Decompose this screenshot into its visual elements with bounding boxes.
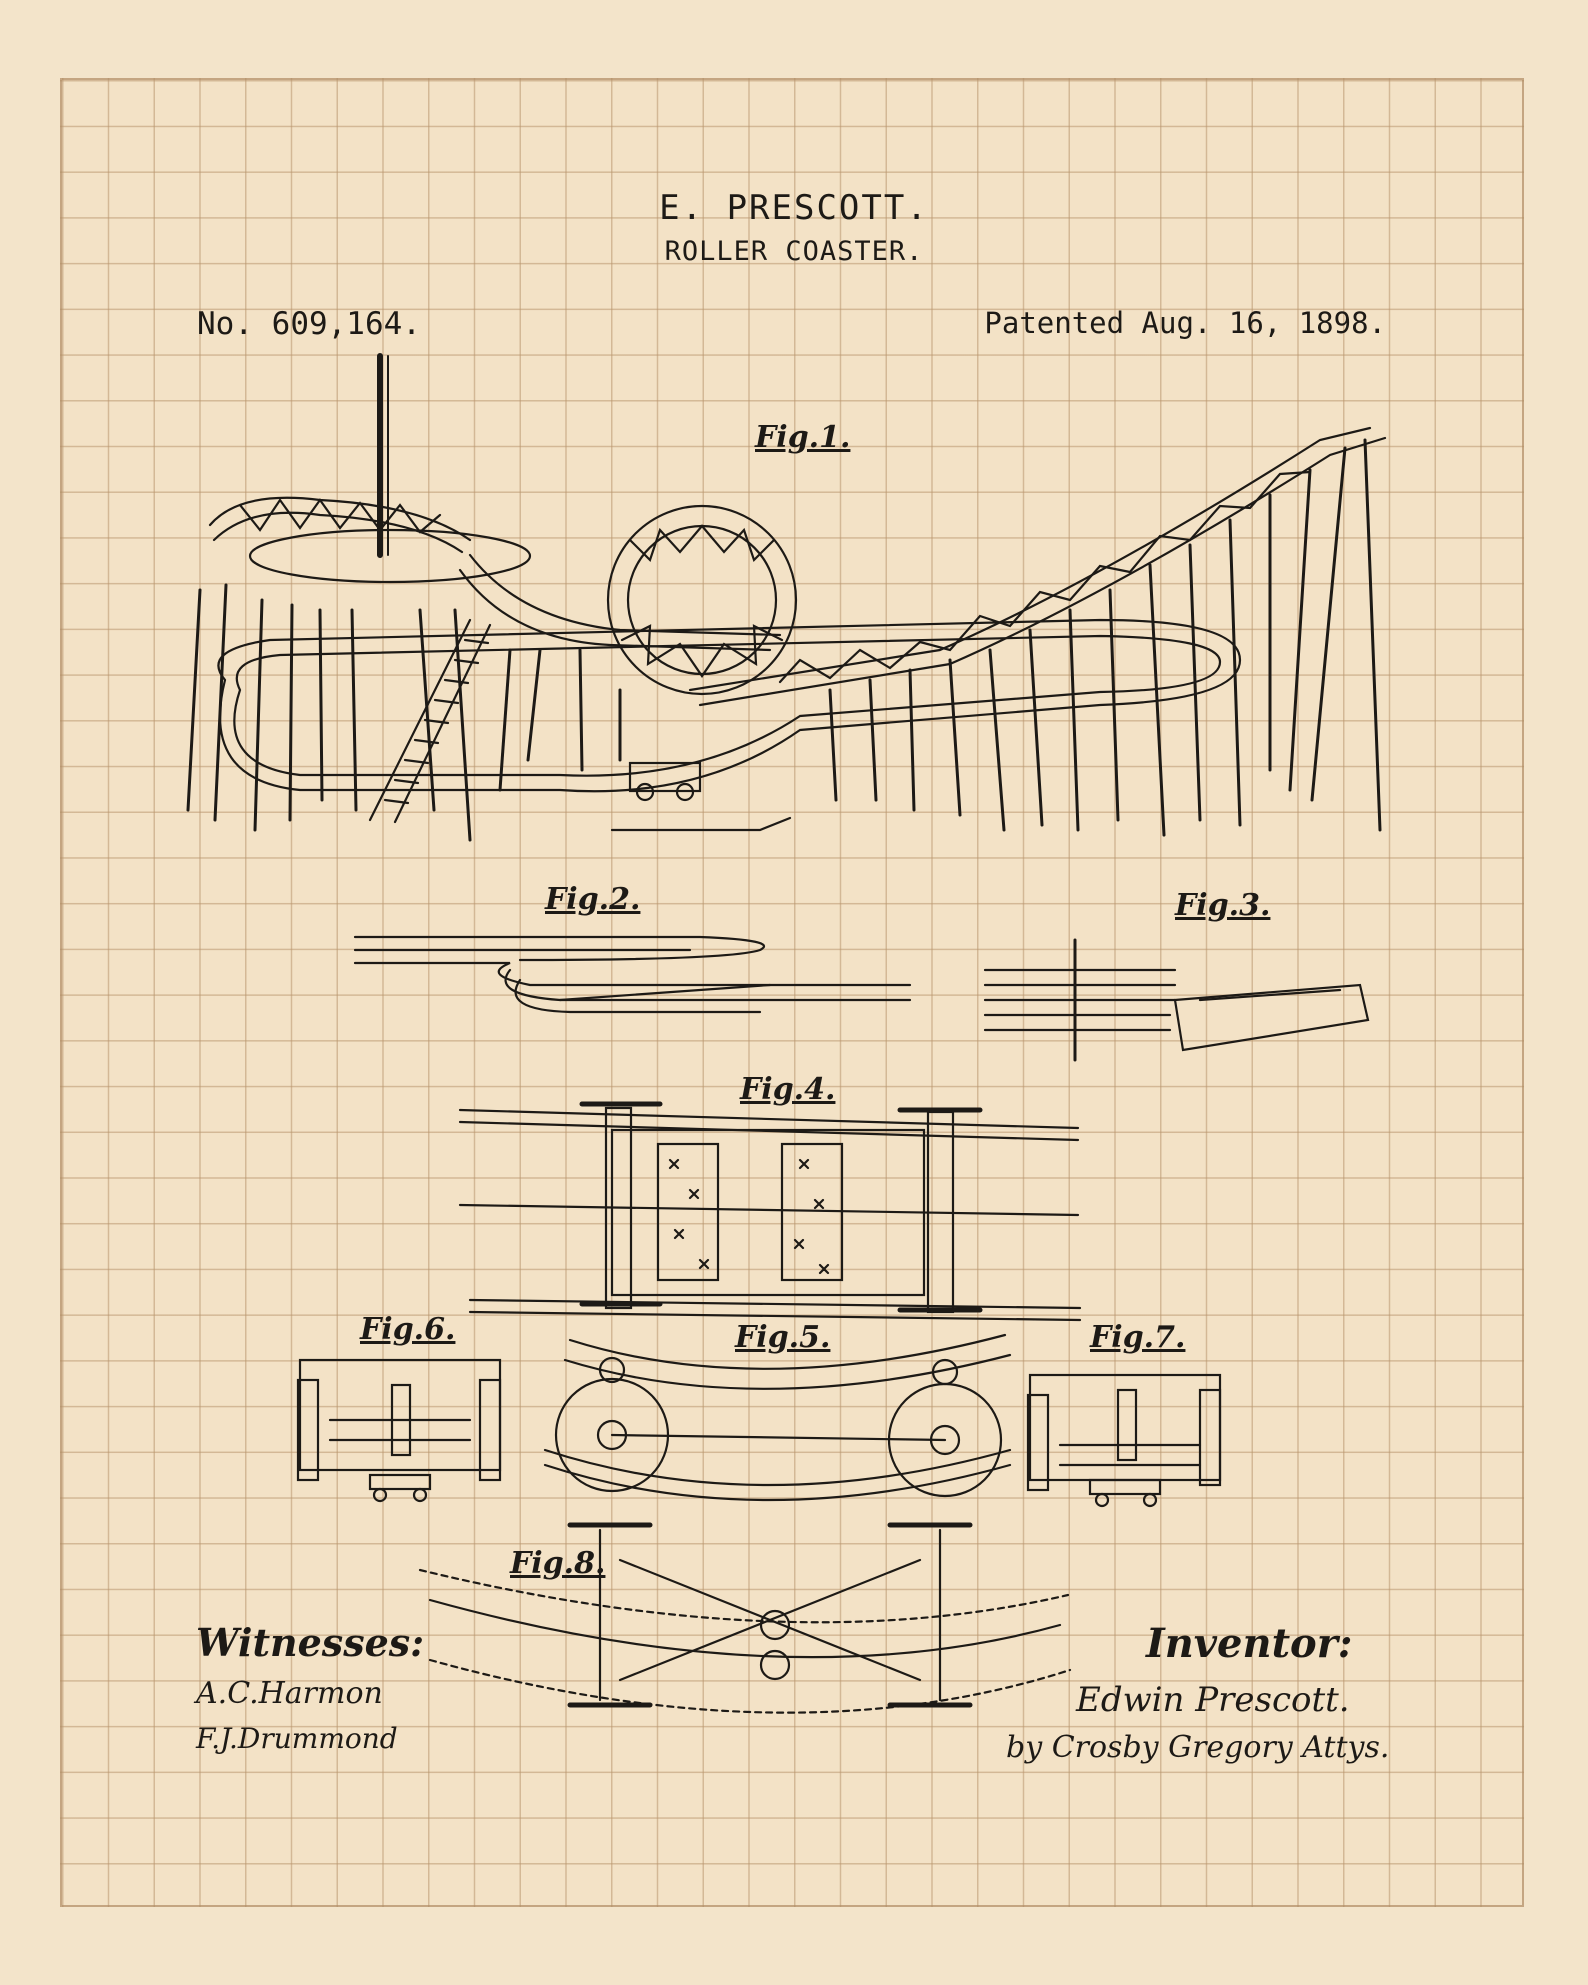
- fig3-label: Fig.3.: [1175, 888, 1271, 923]
- fig4-label: Fig.4.: [740, 1072, 836, 1107]
- fig6-drawing: [298, 1360, 500, 1501]
- fig5-drawing: [545, 1335, 1010, 1500]
- witness-1-signature: A.C.Harmon: [196, 1676, 383, 1711]
- patent-number: No. 609,164.: [197, 306, 421, 342]
- fig3-drawing: [985, 940, 1368, 1060]
- patent-title: ROLLER COASTER.: [664, 236, 924, 267]
- fig4-drawing: [460, 1104, 1080, 1320]
- inventor-label: Inventor:: [1146, 1620, 1353, 1667]
- fig7-label: Fig.7.: [1090, 1320, 1186, 1355]
- fig2-label: Fig.2.: [545, 882, 641, 917]
- fig6-label: Fig.6.: [360, 1312, 456, 1347]
- witness-2-signature: F.J.Drummond: [196, 1722, 398, 1755]
- fig7-drawing: [1028, 1375, 1220, 1506]
- inventor-name: E. PRESCOTT.: [659, 188, 929, 228]
- fig1-label: Fig.1.: [755, 420, 851, 455]
- fig8-label: Fig.8.: [510, 1546, 606, 1581]
- inventor-signature: Edwin Prescott.: [1076, 1680, 1350, 1720]
- fig5-label: Fig.5.: [735, 1320, 831, 1355]
- attorneys-signature: by Crosby Gregory Attys.: [1006, 1730, 1390, 1765]
- fig2-drawing: [355, 937, 910, 1012]
- witnesses-label: Witnesses:: [196, 1620, 425, 1665]
- patent-date: Patented Aug. 16, 1898.: [984, 306, 1386, 340]
